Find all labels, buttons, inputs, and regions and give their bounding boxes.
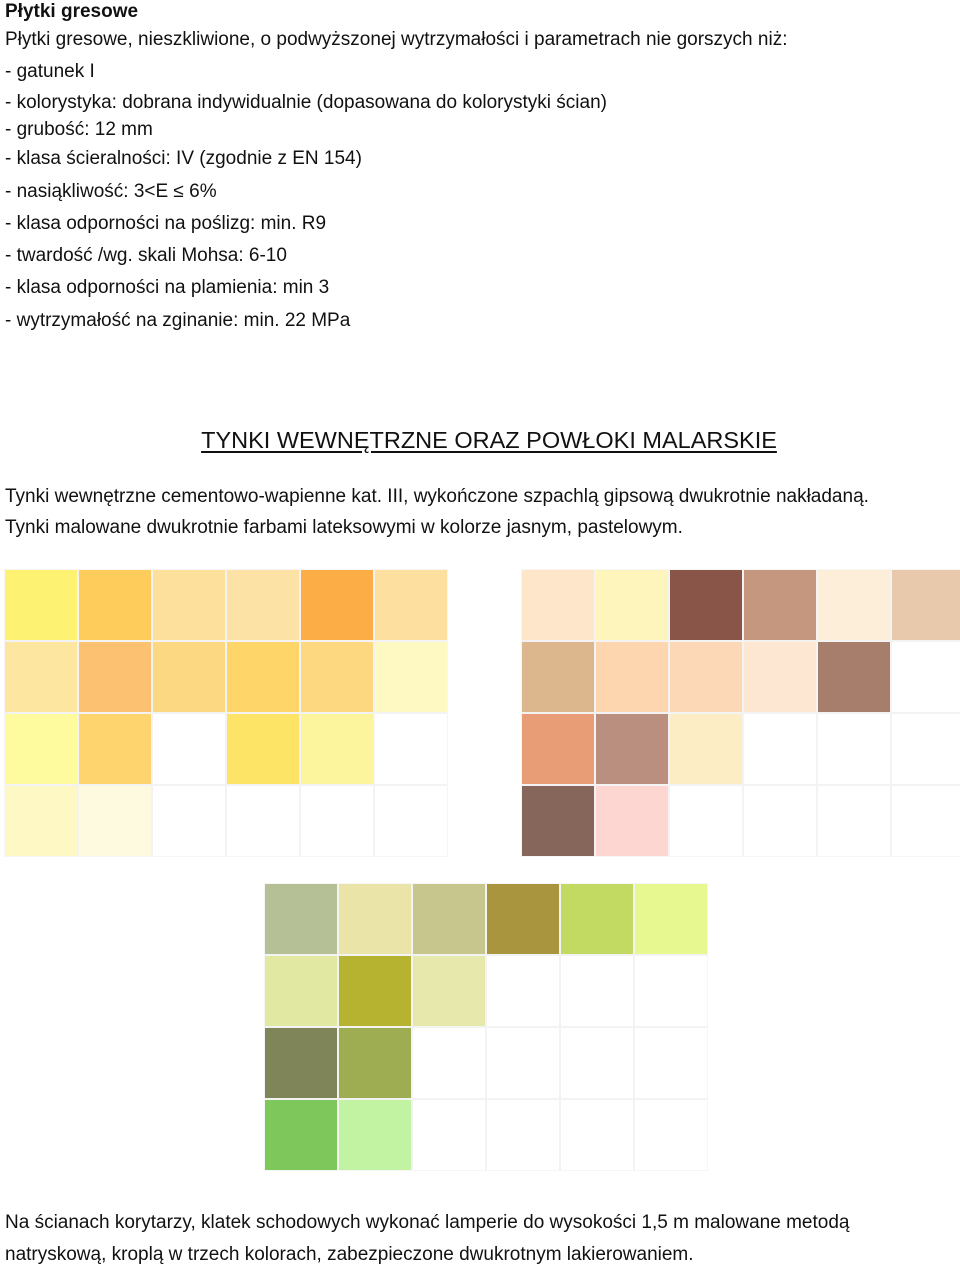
tiles-intro: Płytki gresowe, nieszkliwione, o podwyższonej wytrzymałości i parametrach nie gorszych niż: bbox=[5, 29, 788, 50]
color-swatch bbox=[153, 786, 225, 856]
color-swatch bbox=[265, 1100, 337, 1170]
color-swatch bbox=[561, 1028, 633, 1098]
color-swatch bbox=[744, 642, 816, 712]
section-title-tiles: Płytki gresowe bbox=[5, 1, 139, 22]
palette-green bbox=[264, 883, 708, 1171]
color-swatch bbox=[79, 570, 151, 640]
color-swatch bbox=[818, 714, 890, 784]
color-swatch bbox=[227, 642, 299, 712]
color-swatch bbox=[522, 786, 594, 856]
color-swatch bbox=[596, 570, 668, 640]
color-swatch bbox=[635, 1100, 707, 1170]
footer-text-1: Na ścianach korytarzy, klatek schodowych wykonać lamperie do wysokości 1,5 m malowane metodą bbox=[5, 1212, 850, 1233]
color-swatch bbox=[818, 642, 890, 712]
color-swatch bbox=[561, 1100, 633, 1170]
spec-item: - gatunek I bbox=[5, 61, 95, 82]
color-swatch bbox=[5, 570, 77, 640]
color-swatch bbox=[487, 884, 559, 954]
color-swatch bbox=[301, 570, 373, 640]
color-swatch bbox=[227, 570, 299, 640]
color-swatch bbox=[375, 786, 447, 856]
color-swatch bbox=[818, 570, 890, 640]
color-swatch bbox=[413, 956, 485, 1026]
color-swatch bbox=[596, 642, 668, 712]
color-swatch bbox=[339, 956, 411, 1026]
color-swatch bbox=[227, 786, 299, 856]
color-swatch bbox=[339, 884, 411, 954]
color-swatch bbox=[635, 1028, 707, 1098]
color-swatch bbox=[265, 884, 337, 954]
color-swatch bbox=[596, 786, 668, 856]
color-swatch bbox=[670, 642, 742, 712]
color-swatch bbox=[79, 786, 151, 856]
color-swatch bbox=[79, 642, 151, 712]
color-swatch bbox=[744, 570, 816, 640]
spec-item: - grubość: 12 mm bbox=[5, 119, 153, 140]
footer-text-2: natryskową, kroplą w trzech kolorach, zabezpieczone dwukrotnym lakierowaniem. bbox=[5, 1244, 694, 1265]
color-swatch bbox=[670, 570, 742, 640]
spec-item: - klasa odporności na poślizg: min. R9 bbox=[5, 213, 327, 234]
color-swatch bbox=[153, 570, 225, 640]
color-swatch bbox=[818, 786, 890, 856]
color-swatch bbox=[892, 786, 960, 856]
spec-item: - kolorystyka: dobrana indywidualnie (dopasowana do kolorystyki ścian) bbox=[5, 92, 607, 113]
color-swatch bbox=[892, 714, 960, 784]
color-swatch bbox=[487, 1028, 559, 1098]
color-swatch bbox=[375, 642, 447, 712]
color-swatch bbox=[487, 956, 559, 1026]
spec-item: - nasiąkliwość: 3<E ≤ 6% bbox=[5, 181, 217, 202]
color-swatch bbox=[301, 714, 373, 784]
plaster-text-2: Tynki malowane dwukrotnie farbami lateksowymi w kolorze jasnym, pastelowym. bbox=[5, 517, 683, 538]
color-swatch bbox=[265, 956, 337, 1026]
palette-brown bbox=[521, 569, 960, 857]
color-swatch bbox=[5, 786, 77, 856]
color-swatch bbox=[301, 642, 373, 712]
color-swatch bbox=[561, 956, 633, 1026]
color-swatch bbox=[413, 884, 485, 954]
color-swatch bbox=[635, 956, 707, 1026]
color-swatch bbox=[375, 714, 447, 784]
color-swatch bbox=[227, 714, 299, 784]
color-swatch bbox=[522, 570, 594, 640]
color-swatch bbox=[339, 1028, 411, 1098]
spec-item: - wytrzymałość na zginanie: min. 22 MPa bbox=[5, 310, 351, 331]
color-swatch bbox=[744, 714, 816, 784]
color-swatch bbox=[522, 642, 594, 712]
color-swatch bbox=[5, 714, 77, 784]
color-swatch bbox=[892, 570, 960, 640]
color-swatch bbox=[744, 786, 816, 856]
spec-item: - twardość /wg. skali Mohsa: 6-10 bbox=[5, 245, 287, 266]
color-swatch bbox=[670, 786, 742, 856]
color-swatch bbox=[670, 714, 742, 784]
color-swatch bbox=[522, 714, 594, 784]
palette-yellow bbox=[4, 569, 448, 857]
color-swatch bbox=[79, 714, 151, 784]
spec-item: - klasa odporności na plamienia: min 3 bbox=[5, 277, 330, 298]
color-swatch bbox=[413, 1100, 485, 1170]
color-swatch bbox=[596, 714, 668, 784]
plaster-text-1: Tynki wewnętrzne cementowo-wapienne kat. III, wykończone szpachlą gipsową dwukrotnie nakładaną. bbox=[5, 486, 869, 507]
color-swatch bbox=[265, 1028, 337, 1098]
color-swatch bbox=[487, 1100, 559, 1170]
color-swatch bbox=[153, 714, 225, 784]
color-swatch bbox=[375, 570, 447, 640]
color-swatch bbox=[561, 884, 633, 954]
color-swatch bbox=[635, 884, 707, 954]
color-swatch bbox=[301, 786, 373, 856]
color-swatch bbox=[5, 642, 77, 712]
plaster-heading: TYNKI WEWNĘTRZNE ORAZ POWŁOKI MALARSKIE bbox=[201, 427, 777, 453]
color-swatch bbox=[153, 642, 225, 712]
color-swatch bbox=[339, 1100, 411, 1170]
color-swatch bbox=[892, 642, 960, 712]
color-swatch bbox=[413, 1028, 485, 1098]
spec-item: - klasa ścieralności: IV (zgodnie z EN 154) bbox=[5, 148, 362, 169]
